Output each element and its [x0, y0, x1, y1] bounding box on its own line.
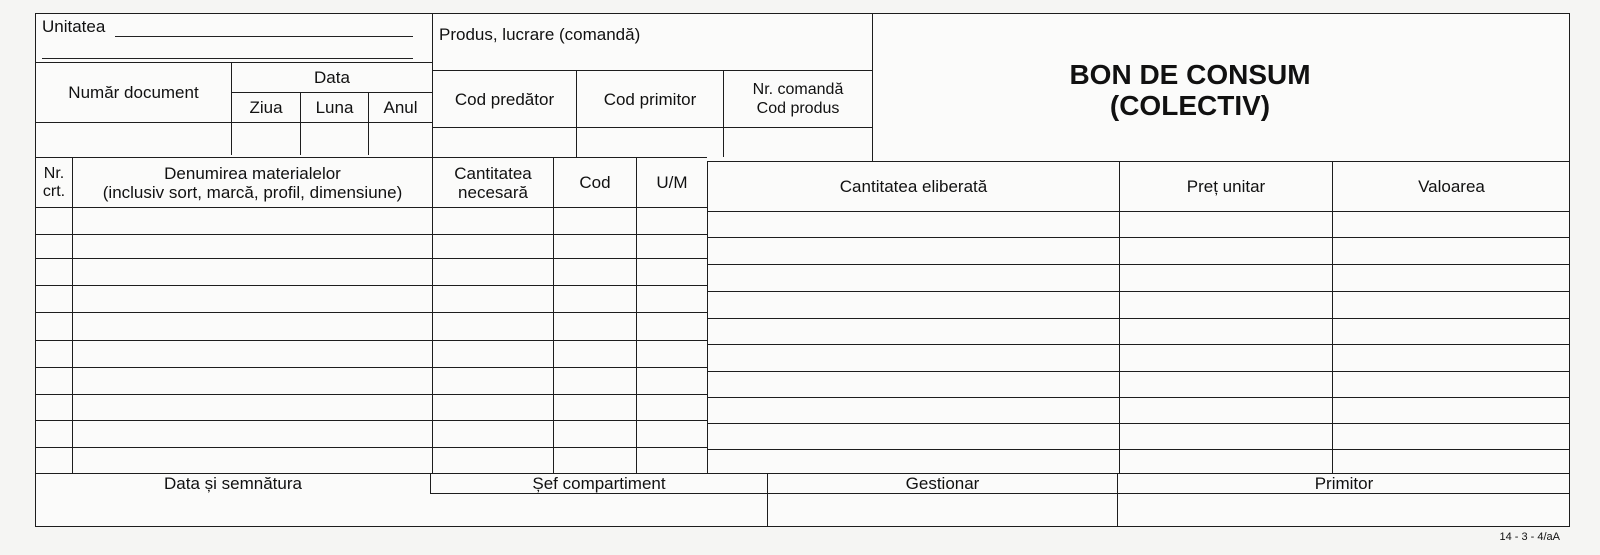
- footer-col-line: [1117, 493, 1118, 527]
- unit-underline-2: [42, 58, 413, 59]
- product-code-label: Cod produs: [756, 100, 840, 117]
- col-line: [636, 207, 637, 473]
- row-line: [35, 234, 707, 235]
- col-name-line-2: (inclusiv sort, marcă, profil, dimensiune): [102, 182, 403, 202]
- row-line: [35, 340, 707, 341]
- day-header: [231, 92, 300, 122]
- receiver-cell[interactable]: [1117, 473, 1570, 493]
- dept-head-cell[interactable]: [430, 473, 767, 493]
- row-line: [35, 285, 707, 286]
- giver-code-input[interactable]: [432, 127, 576, 157]
- row-line: [707, 397, 1570, 398]
- year-header: [368, 92, 432, 122]
- row-line: [35, 447, 707, 448]
- col-price-header: [1119, 161, 1332, 211]
- row-line: [707, 211, 1570, 212]
- month-input[interactable]: [300, 122, 368, 155]
- col-released-label: Cantitatea eliberată: [839, 177, 988, 196]
- day-input[interactable]: [231, 122, 300, 155]
- col-um-header: [636, 157, 707, 207]
- giver-code-header: [432, 70, 576, 127]
- unit-label: Unitatea: [42, 17, 106, 36]
- consumption-voucher-form: [35, 13, 1570, 527]
- doc-number-header: [35, 62, 231, 122]
- col-line: [1332, 211, 1333, 473]
- col-nr-header: [35, 157, 72, 207]
- product-field[interactable]: [432, 13, 872, 70]
- footer-col-line: [767, 493, 768, 527]
- year-input[interactable]: [368, 122, 432, 155]
- year-label: Anul: [383, 98, 418, 117]
- col-line: [432, 207, 433, 473]
- row-line: [707, 344, 1570, 345]
- date-label: Data: [314, 68, 350, 87]
- title-line-1: BON DE CONSUM: [1069, 59, 1311, 90]
- giver-code-label: Cod predător: [454, 89, 555, 109]
- col-line: [1119, 211, 1120, 473]
- storekeeper-label: Gestionar: [905, 473, 980, 493]
- order-product-header: [723, 70, 872, 127]
- date-header: [231, 62, 432, 92]
- col-released-header: [707, 161, 1119, 211]
- row-line: [707, 371, 1570, 372]
- month-header: [300, 92, 368, 122]
- col-line: [553, 207, 554, 473]
- storekeeper-cell[interactable]: [767, 473, 1117, 493]
- row-line: [707, 449, 1570, 450]
- form-title: [875, 59, 1505, 121]
- col-code-label: Cod: [579, 173, 611, 192]
- date-sign-label: Data și semnătura: [164, 474, 302, 493]
- receiver-code-label: Cod primitor: [603, 89, 697, 109]
- dept-head-label: Șef compartiment: [532, 473, 666, 493]
- col-price-label: Preț unitar: [1186, 177, 1266, 196]
- row-line: [35, 312, 707, 313]
- row-line: [35, 258, 707, 259]
- row-line: [707, 291, 1570, 292]
- receiver-code-input[interactable]: [576, 127, 723, 157]
- row-line: [35, 420, 707, 421]
- month-label: Luna: [315, 98, 354, 117]
- col-nr-line-2: crt.: [42, 182, 66, 200]
- col-nr-line-1: Nr.: [43, 164, 65, 182]
- row-line: [707, 237, 1570, 238]
- product-label: Produs, lucrare (comandă): [439, 25, 641, 44]
- date-sign-cell[interactable]: [35, 473, 430, 527]
- day-label: Ziua: [249, 98, 283, 117]
- col-name-line-1: Denumirea materialelor: [164, 163, 341, 183]
- receiver-code-header: [576, 70, 723, 127]
- unit-underline-1: [115, 36, 413, 37]
- row-line: [35, 207, 707, 208]
- col-um-label: U/M: [656, 173, 688, 192]
- col-value-header: [1332, 161, 1570, 211]
- col-line: [72, 207, 73, 473]
- footer-sub-line: [430, 493, 1570, 494]
- doc-number-label: Număr document: [68, 83, 199, 102]
- row-line: [707, 264, 1570, 265]
- form-code: 14 - 3 - 4/aA: [1499, 531, 1560, 543]
- row-line: [707, 318, 1570, 319]
- row-line: [35, 367, 707, 368]
- row-line: [707, 423, 1570, 424]
- col-line: [707, 207, 708, 473]
- row-line: [35, 394, 707, 395]
- order-product-input[interactable]: [723, 127, 872, 157]
- unit-field[interactable]: [35, 13, 432, 62]
- col-qty-line-2: necesară: [458, 182, 528, 202]
- col-name-header: [72, 157, 432, 207]
- receiver-label: Primitor: [1314, 473, 1374, 493]
- col-qty-header: [432, 157, 553, 207]
- col-code-header: [553, 157, 636, 207]
- order-label: Nr. comandă: [752, 81, 844, 98]
- doc-number-input[interactable]: [35, 122, 231, 155]
- title-line-2: (COLECTIV): [1109, 90, 1271, 121]
- col-value-label: Valoarea: [1418, 177, 1485, 196]
- col-qty-line-1: Cantitatea: [454, 163, 532, 183]
